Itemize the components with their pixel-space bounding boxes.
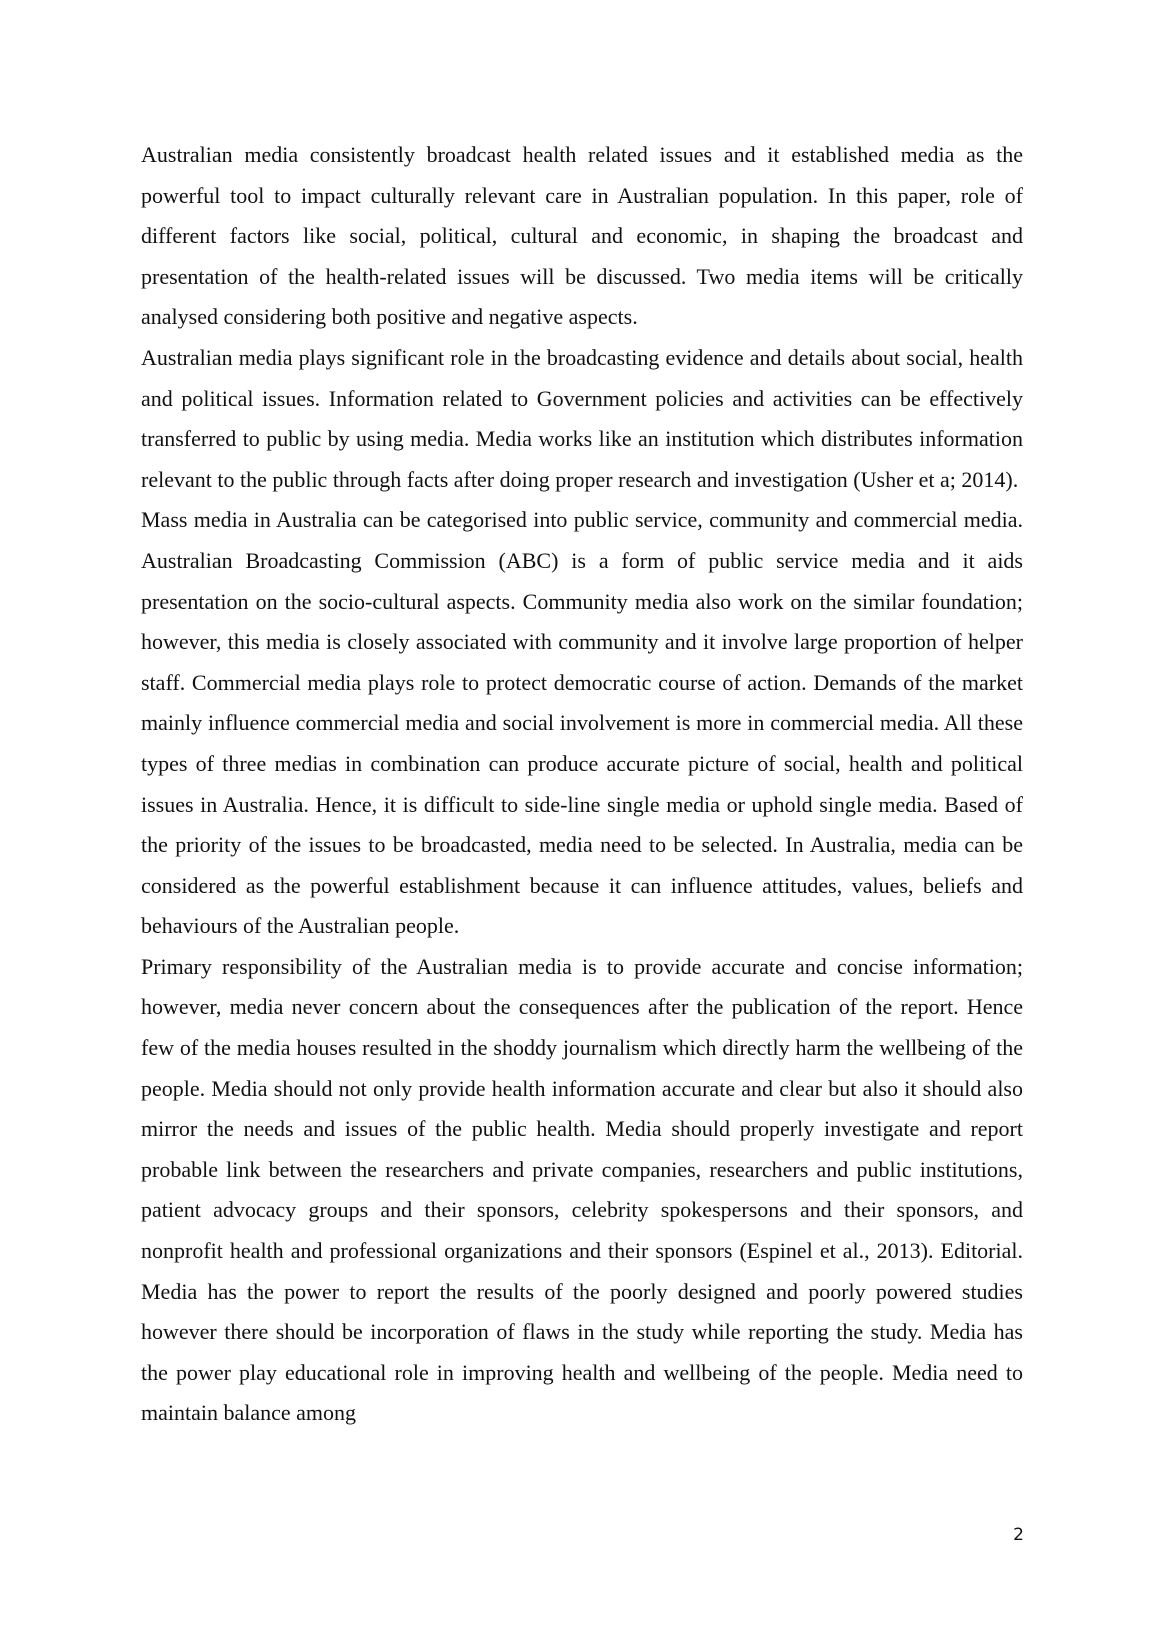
body-text (141, 135, 1023, 1434)
paragraph-1: Australian media consistently broadcast health related issues and it established media as the powerful tool to impact culturally relevant care in Australian population. In this paper, role of different factors like social, political, cultural and economic, in shaping the broadcast and presentation of the health-related issues will be discussed. Two media items will be critically analysed considering both positive and negative aspects. (141, 142, 1023, 330)
paragraph-3: Mass media in Australia can be categorised into public service, community and commercial media. Australian Broadcasting Commission (ABC) is a form of public service media and it aids presentation on the socio-cultural aspects. Community media also work on the similar foundation; however, this media is closely associated with community and it involve large proportion of helper staff. Commercial media plays role to protect democratic course of action. Demands of the market mainly influence commercial media and social involvement is more in commercial media. All these types of three medias in combination can produce accurate picture of social, health and political issues in Australia. Hence, it is difficult to side-line single media or uphold single media. Based of the priority of the issues to be broadcasted, media need to be selected. In Australia, media can be considered as the powerful establishment because it can influence attitudes, values, beliefs and behaviours of the Australian people. (141, 507, 1023, 939)
paragraph-2: Australian media plays significant role in the broadcasting evidence and details about social, health and political issues. Information related to Government policies and activities can be effectively transferred to public by using media. Media works like an institution which distributes information relevant to the public through facts after doing proper research and investigation (Usher et a; 2014). (141, 344, 1023, 492)
page-number: 2 (1013, 1525, 1024, 1545)
paragraph-4: Primary responsibility of the Australian media is to provide accurate and concise information; however, media never concern about the consequences after the publication of the report. Hence few of the media houses resulted in the shoddy journalism which directly harm the wellbeing of the people. Media should not only provide health information accurate and clear but also it should also mirror the needs and issues of the public health. Media should properly investigate and report probable link between the researchers and private companies, researchers and public institutions, patient advocacy groups and their sponsors, celebrity spokespersons and their sponsors, and nonprofit health and professional organizations and their sponsors (Espinel et al., 2013). Editorial. Media has the power to report the results of the poorly designed and poorly powered studies however there should be incorporation of flaws in the study while reporting the study. Media has the power play educational role in improving health and wellbeing of the people. Media need to maintain balance among (141, 953, 1023, 1426)
